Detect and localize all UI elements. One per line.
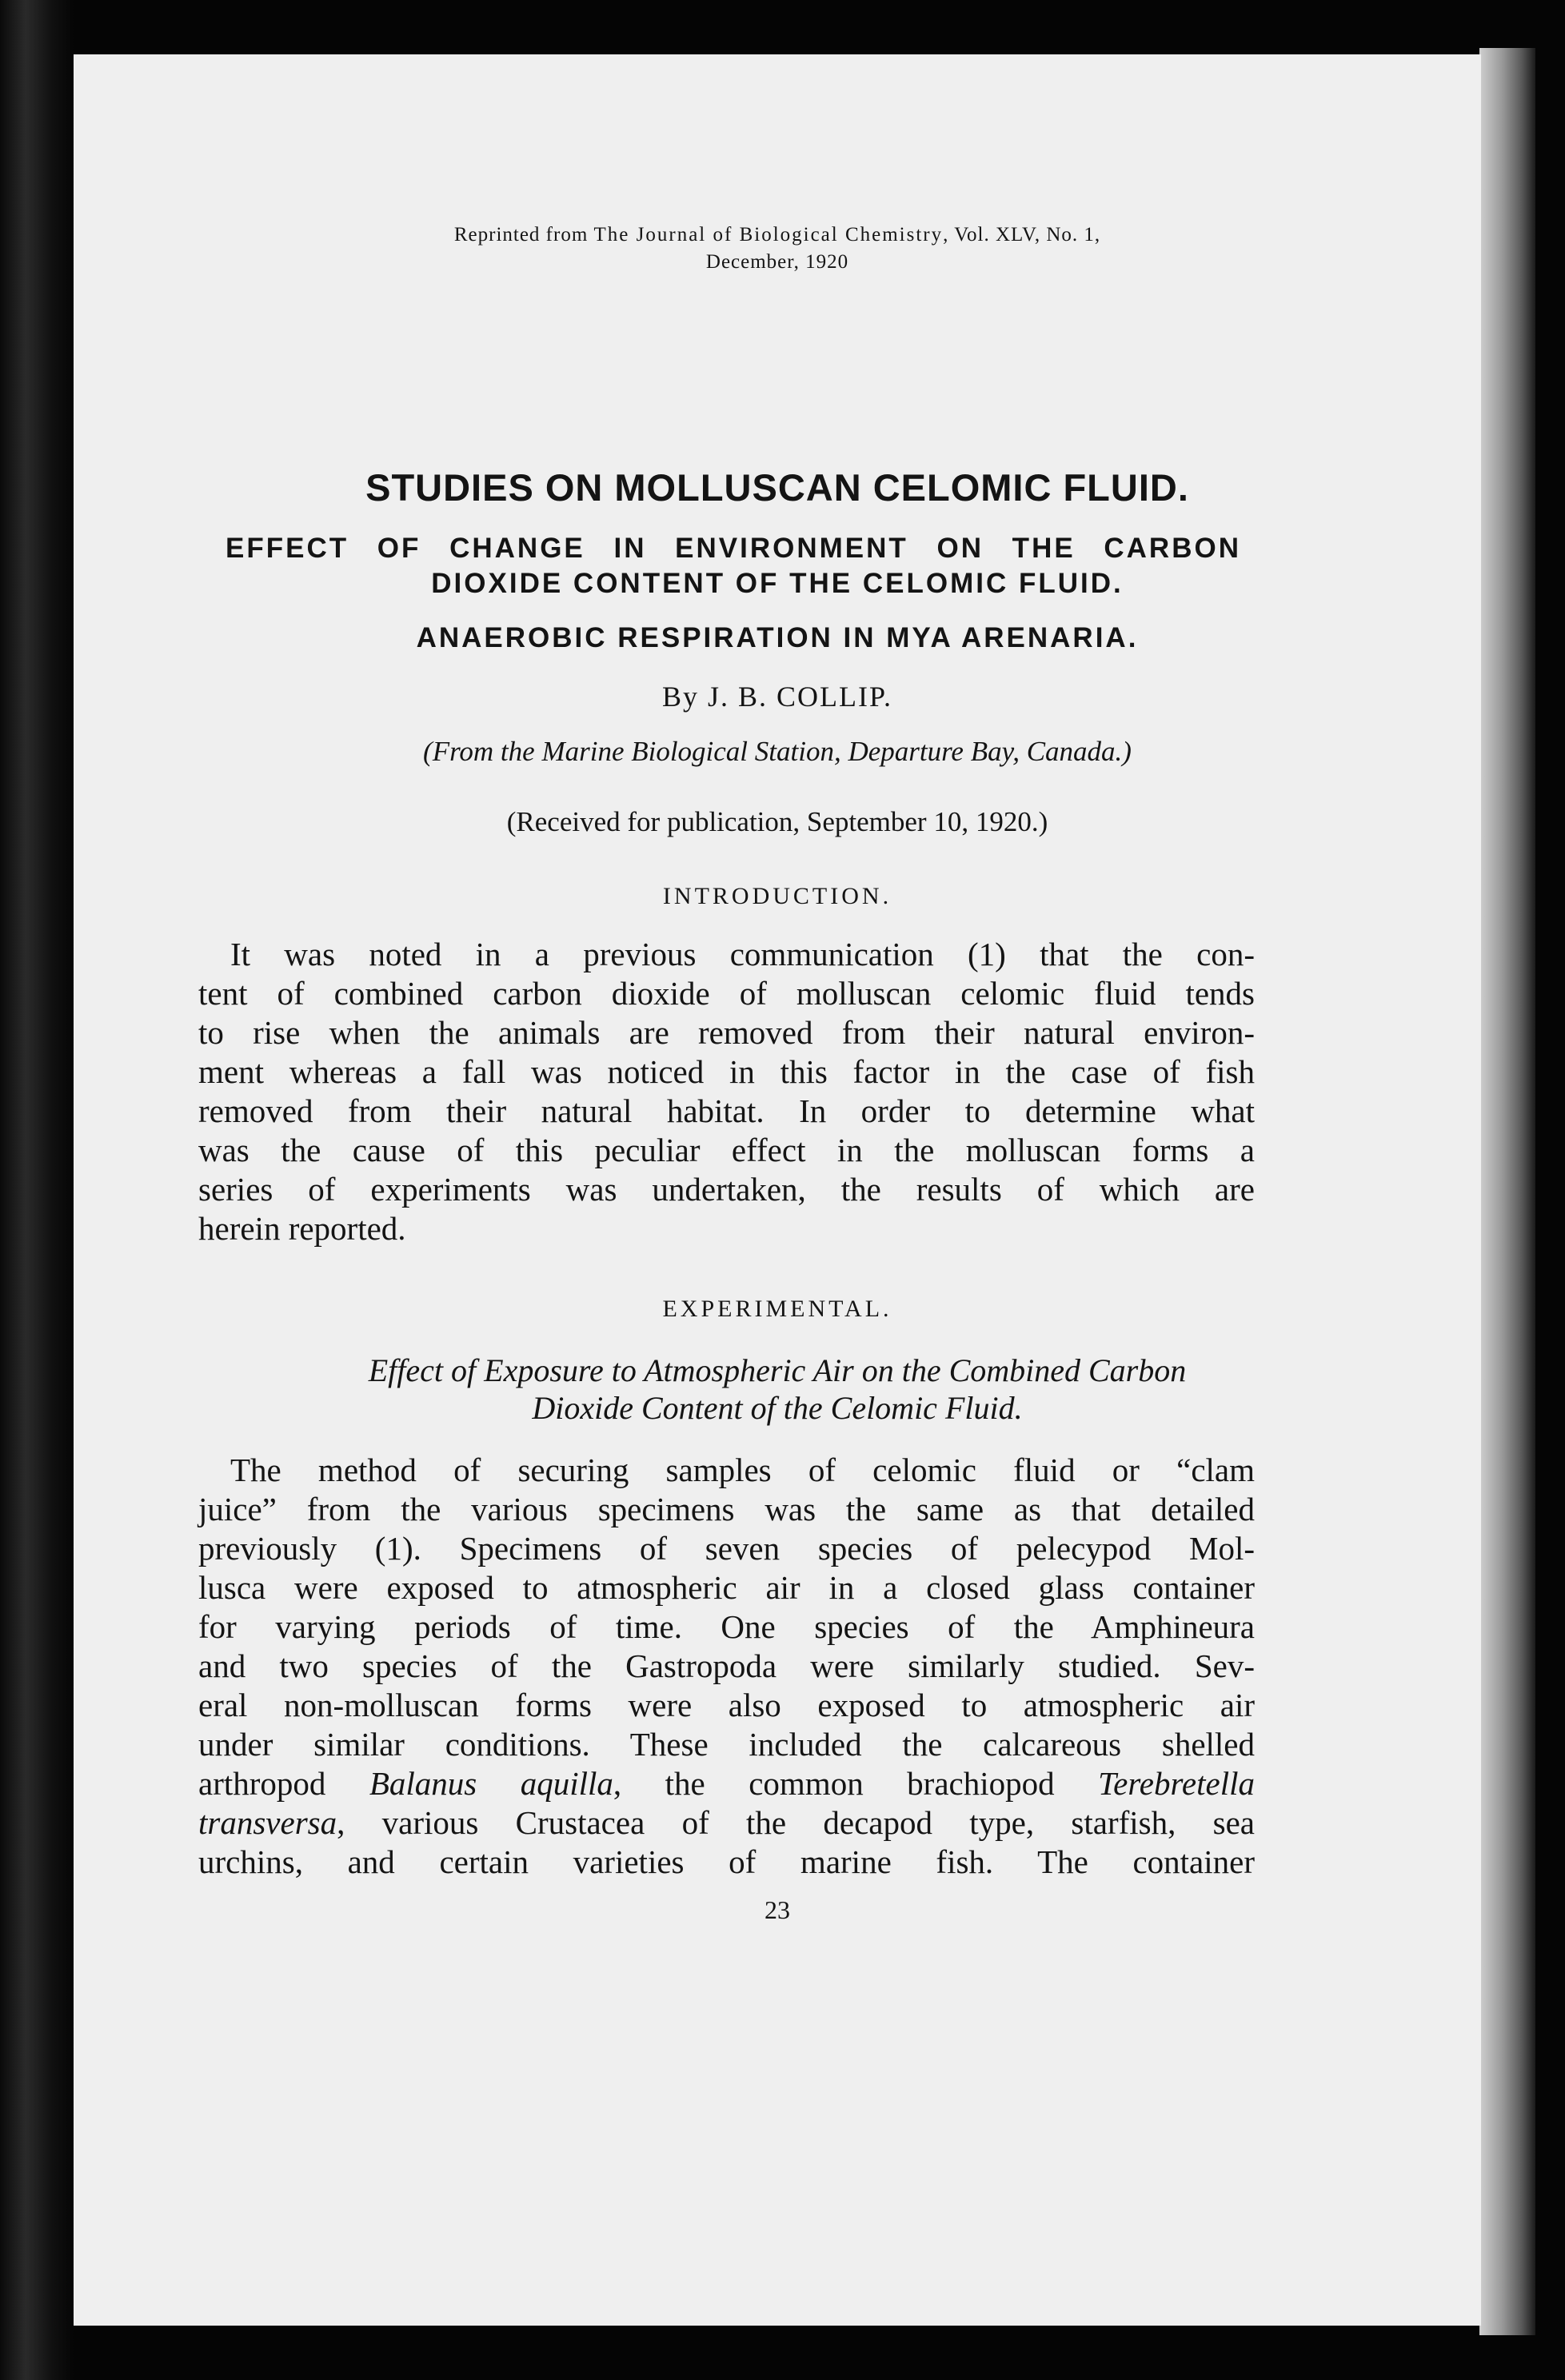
body-line: juice” from the various specimens was the same as that detailed: [198, 1491, 1255, 1527]
body-line: The method of securing samples of celomic fluid or “clam: [230, 1452, 1255, 1488]
body-line: arthropod Balanus aquilla, the common brachiopod Terebretella: [198, 1765, 1255, 1802]
affiliation: (From the Marine Biological Station, Departure Bay, Canada.): [423, 736, 1132, 767]
author-byline: By J. B. COLLIP.: [661, 681, 893, 713]
subsection-heading-line-2: Dioxide Content of the Celomic Fluid.: [532, 1390, 1023, 1426]
scan-left-edge: [0, 0, 74, 2380]
intro-line: It was noted in a previous communication (1) that the con-: [230, 936, 1255, 972]
scan-right-edge: [1479, 48, 1535, 2335]
received-date: (Received for publication, September 10, 1920.): [506, 806, 1048, 837]
body-line: previously (1). Specimens of seven species of pelecypod Mol-: [198, 1530, 1255, 1567]
document-page: [74, 54, 1481, 2326]
species-name: Terebretella: [1098, 1765, 1255, 1802]
section-heading-experimental: EXPERIMENTAL.: [662, 1296, 892, 1322]
intro-line: to rise when the animals are removed from their natural environ-: [198, 1014, 1255, 1051]
intro-line: ment whereas a fall was noticed in this factor in the case of fish: [198, 1053, 1255, 1090]
intro-line: tent of combined carbon dioxide of molluscan celomic fluid tends: [198, 975, 1255, 1012]
body-line: under similar conditions. These included the calcareous shelled: [198, 1726, 1255, 1763]
journal-name: The Journal of Biological Chemistry: [593, 224, 944, 246]
intro-line: herein reported.: [198, 1210, 406, 1247]
reprint-line-2: December, 1920: [705, 251, 849, 273]
body-line: and two species of the Gastropoda were similarly studied. Sev-: [198, 1647, 1255, 1684]
body-line: urchins, and certain varieties of marine fish. The container: [198, 1843, 1255, 1880]
intro-line: series of experiments was undertaken, the results of which are: [198, 1171, 1255, 1208]
body-line: for varying periods of time. One species of the Amphineura: [198, 1608, 1255, 1645]
body-line: eral non-molluscan forms were also exposed to atmospheric air: [198, 1687, 1255, 1723]
subsection-heading-line-1: Effect of Exposure to Atmospheric Air on the Combined Carbon: [368, 1352, 1187, 1388]
species-name: Balanus aquilla: [369, 1765, 613, 1802]
body-line: transversa, various Crustacea of the decapod type, starfish, sea: [198, 1804, 1255, 1841]
intro-line: was the cause of this peculiar effect in the molluscan forms a: [198, 1132, 1255, 1168]
intro-line: removed from their natural habitat. In order to determine what: [198, 1092, 1255, 1129]
article-title: STUDIES ON MOLLUSCAN CELOMIC FLUID.: [365, 466, 1189, 509]
subtitle-anaerobic: ANAEROBIC RESPIRATION IN MYA ARENARIA.: [416, 622, 1139, 653]
species-name: transversa: [198, 1804, 337, 1841]
section-heading-introduction: INTRODUCTION.: [662, 883, 892, 909]
subtitle-line-2: DIOXIDE CONTENT OF THE CELOMIC FLUID.: [431, 568, 1124, 599]
subtitle-line-1: EFFECT OF CHANGE IN ENVIRONMENT ON THE CARBON: [226, 533, 1241, 564]
page-number: 23: [765, 1895, 790, 1924]
reprint-line-1: Reprinted from The Journal of Biological Chemistry, Vol. XLV, No. 1,: [453, 224, 1101, 246]
body-line: lusca were exposed to atmospheric air in a closed glass container: [198, 1569, 1255, 1606]
